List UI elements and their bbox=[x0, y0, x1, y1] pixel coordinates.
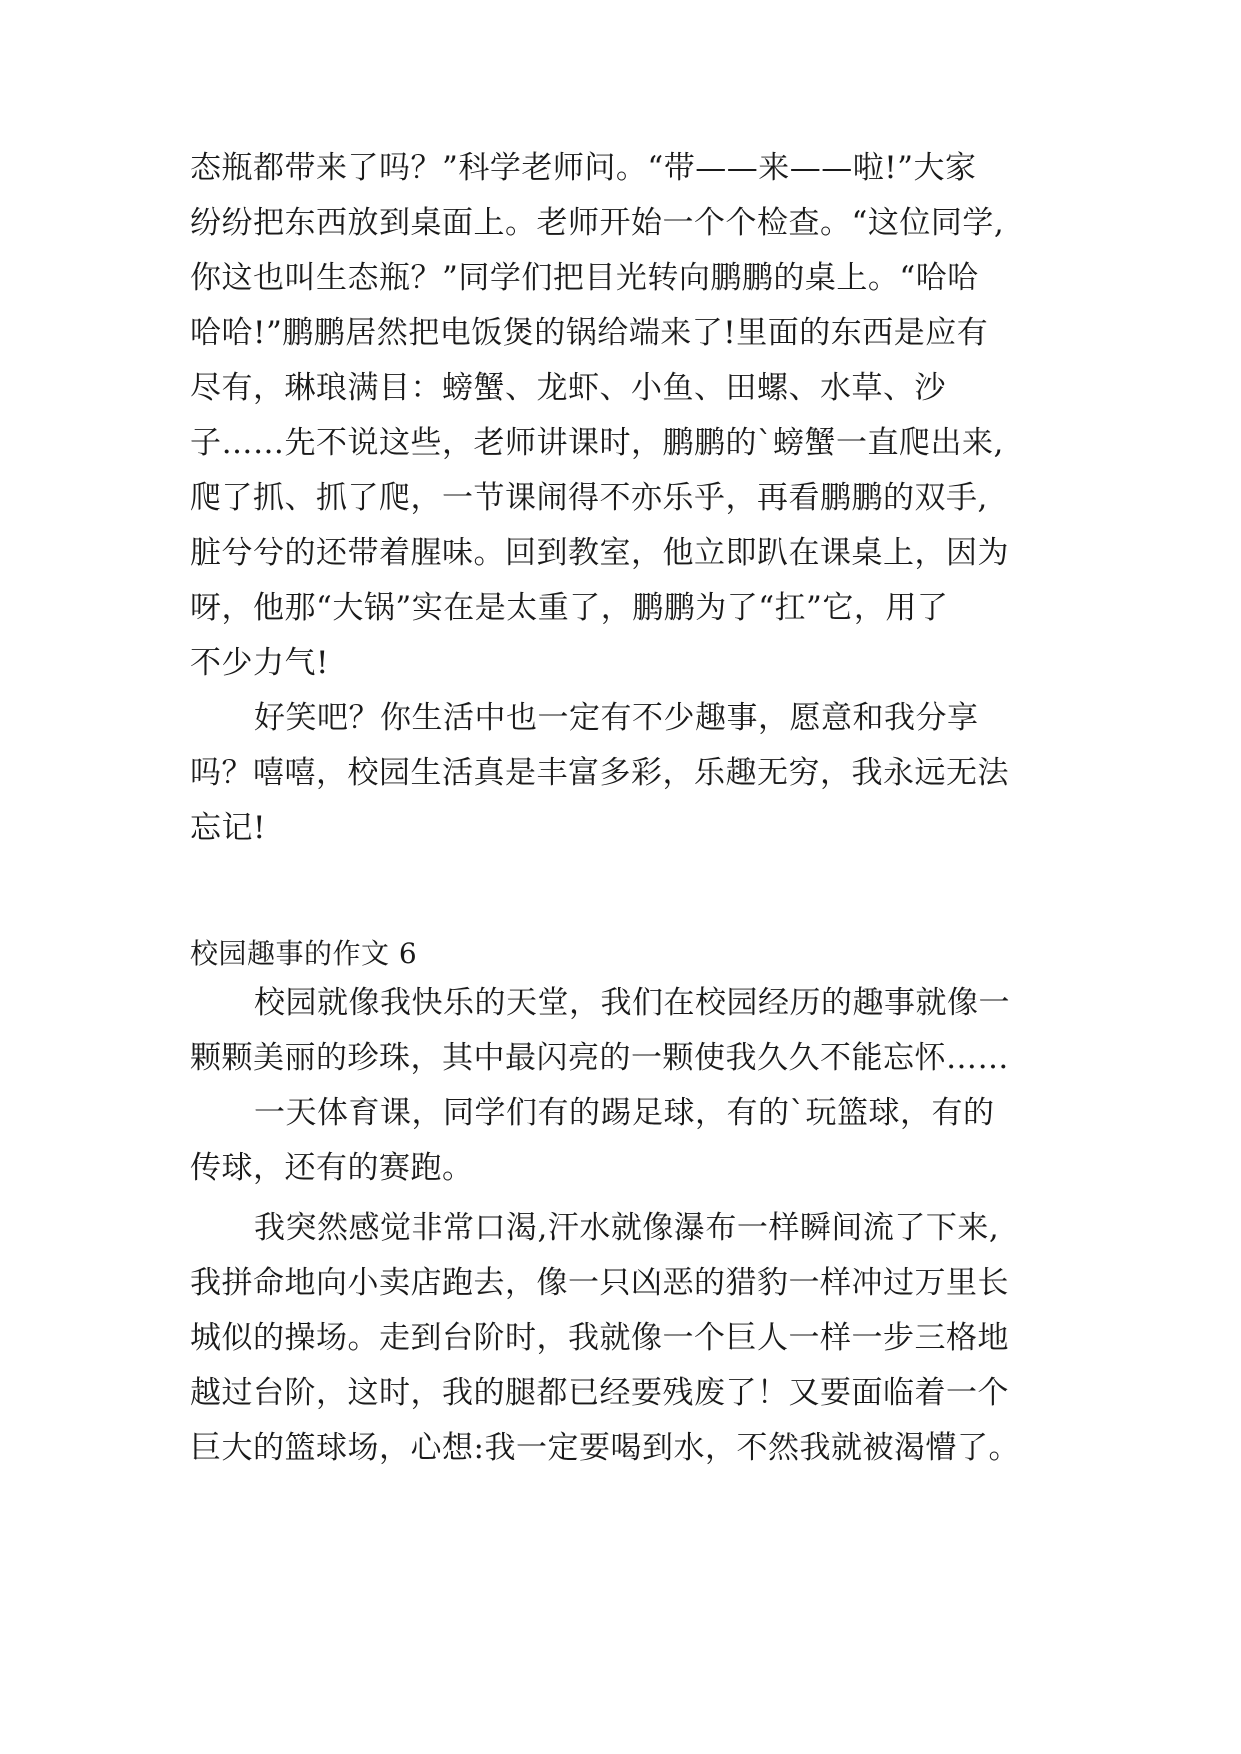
text-line: 传球，还有的赛跑。 bbox=[190, 1150, 474, 1186]
text-line: 忘记! bbox=[190, 810, 266, 846]
text-line: 吗？嘻嘻，校园生活真是丰富多彩，乐趣无穷，我永远无法 bbox=[190, 755, 1009, 791]
text-line: 你这也叫生态瓶？”同学们把目光转向鹏鹏的桌上。“哈哈 bbox=[190, 260, 979, 296]
text-line: 巨大的篮球场，心想:我一定要喝到水，不然我就被渴懵了。 bbox=[190, 1430, 1020, 1466]
text-line: 尽有，琳琅满目：螃蟹、龙虾、小鱼、田螺、水草、沙 bbox=[190, 370, 946, 406]
paragraph-start-line: 一天体育课，同学们有的踢足球，有的`玩篮球，有的 bbox=[254, 1095, 995, 1131]
text-line: 纷纷把东西放到桌面上。老师开始一个个检查。“这位同学, bbox=[190, 205, 1005, 241]
text-line: 子……先不说这些，老师讲课时，鹏鹏的`螃蟹一直爬出来, bbox=[190, 425, 1004, 461]
text-line: 越过台阶，这时，我的腿都已经要残废了！又要面临着一个 bbox=[190, 1375, 1009, 1411]
text-line: 我拼命地向小卖店跑去，像一只凶恶的猎豹一样冲过万里长 bbox=[190, 1265, 1009, 1301]
text-line: 哈哈!”鹏鹏居然把电饭煲的锅给端来了!里面的东西是应有 bbox=[190, 315, 989, 351]
text-line: 城似的操场。走到台阶时，我就像一个巨人一样一步三格地 bbox=[190, 1320, 1009, 1356]
paragraph-start-line: 好笑吧？你生活中也一定有不少趣事，愿意和我分享 bbox=[254, 700, 979, 736]
text-line: 不少力气! bbox=[190, 645, 329, 681]
text-line: 态瓶都带来了吗？”科学老师问。“带——来——啦!”大家 bbox=[190, 150, 977, 186]
text-line: 呀，他那“大锅”实在是太重了，鹏鹏为了“扛”它，用了 bbox=[190, 590, 949, 626]
text-line: 脏兮兮的还带着腥味。回到教室，他立即趴在课桌上，因为 bbox=[190, 535, 1009, 571]
paragraph-start-line: 我突然感觉非常口渴,汗水就像瀑布一样瞬间流了下来, bbox=[254, 1210, 1000, 1246]
text-line: 颗颗美丽的珍珠，其中最闪亮的一颗使我久久不能忘怀…… bbox=[190, 1040, 1009, 1076]
section-title: 校园趣事的作文 6 bbox=[190, 937, 418, 970]
text-line: 爬了抓、抓了爬，一节课闹得不亦乐乎，再看鹏鹏的双手, bbox=[190, 480, 988, 516]
paragraph-start-line: 校园就像我快乐的天堂，我们在校园经历的趣事就像一 bbox=[254, 985, 1010, 1021]
